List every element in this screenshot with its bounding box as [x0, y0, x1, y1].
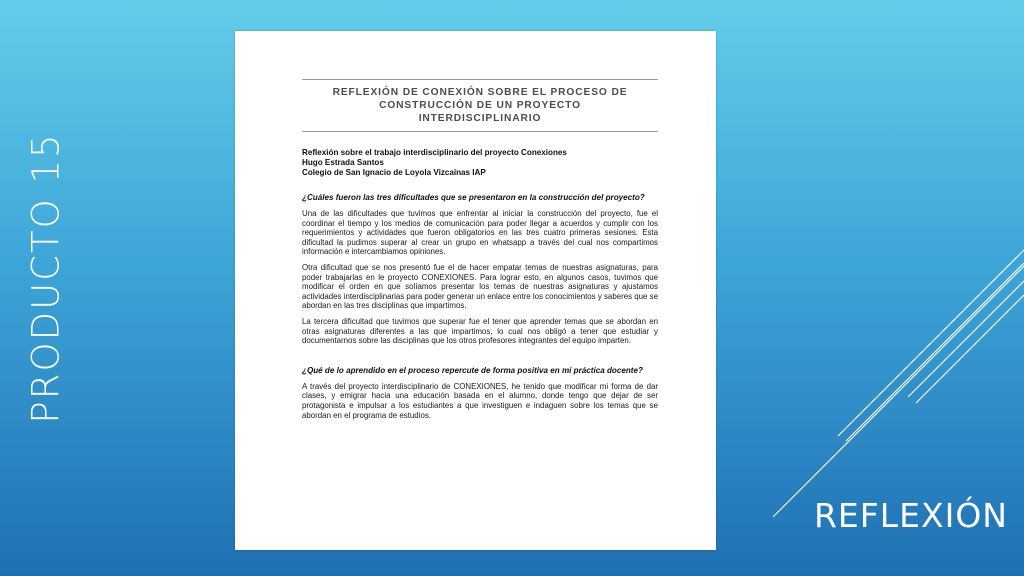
deco-line-4 — [908, 281, 1024, 397]
question-1: ¿Cuáles fueron las tres dificultades que se presentaron en la construcción del proyecto? — [302, 193, 645, 202]
paragraph-2: Otra dificultad que se nos presentó fue el de hacer empatar temas de nuestras asignaturas, para poder trabajarlas en le proyecto CONEXIONES. Para lograr esto, en algunos casos, tuvimos que modificar el orden en que solíamos presentar los temas de nuestras asignaturas y ajustamos actividades interdisciplinarias para poder generar un enlace entre los conocimientos y saberes que se abordan en las tres disciplinas que impartimos. — [302, 262, 658, 311]
slide-title: PRODUCTO 15 — [24, 132, 68, 424]
bottom-rule — [302, 131, 658, 132]
paragraph-4: A través del proyecto interdisciplinario de CONEXIONES, he tenido que modificar mi forma de dar clases, y emigrar hacia una educación basada en el alumno, donde tengo que dejar de ser protagonista e impulsar a los estudiantes a que investiguen e indaguen sobre los temas que se abordan en el programa de estudios. — [302, 381, 658, 420]
document-heading: REFLEXIÓN DE CONEXIÓN SOBRE EL PROCESO DE CONSTRUCCIÓN DE UN PROYECTO INTERDISCIPLINARIO — [332, 87, 628, 124]
document-body — [302, 79, 658, 420]
document-meta: Reflexión sobre el trabajo interdisciplinario del proyecto Conexiones Hugo Estrada Santos Colegio de San Ignacio de Loyola Vizcaínas IAP — [302, 148, 567, 177]
slide-subtitle: REFLEXIÓN — [814, 496, 1008, 535]
paragraph-3: La tercera dificultad que tuvimos que superar fue el tener que aprender temas que se abordan en otras asignaturas diferentes a las que impartimos, lo cual nos obligó a tener que estudiar y documentarnos sobre las disciplinas que los otros profesores integrantes del equipo imparten. — [302, 316, 658, 346]
deco-line-1 — [773, 266, 1024, 517]
question-2: ¿Qué de lo aprendido en el proceso repercute de forma positiva en mi práctica docente? — [302, 365, 643, 375]
deco-line-2 — [838, 250, 1024, 436]
deco-line-3 — [846, 263, 1024, 441]
paragraph-1: Una de las dificultades que tuvimos que enfrentar al iniciar la construcción del proyecto, fue el coordinar el tiempo y los medios de comunicación para poder llegar a acuerdos y cumplir con los requerimientos y actividades que fueron obligatorios en las tres cuatro primeras sesiones. Esta dificultad la pudimos superar al crear un grupo en whatsapp a través del cual nos compartimos información e intercambiamos opiniones. — [302, 209, 658, 257]
deco-line-5 — [916, 295, 1024, 403]
document-image — [235, 31, 716, 550]
